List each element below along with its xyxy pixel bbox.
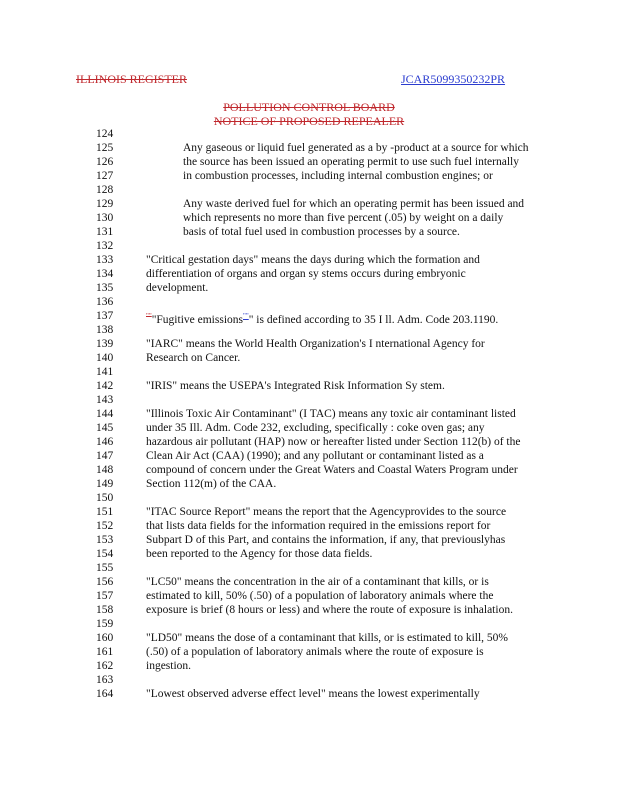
- line-number: 142: [96, 380, 114, 392]
- line-number: 149: [96, 478, 114, 490]
- line-number: 152: [96, 520, 114, 532]
- line-number: 150: [96, 492, 114, 504]
- text-line: "Lowest observed adverse effect level" means the lowest experimentally: [146, 688, 480, 700]
- line-number: 160: [96, 632, 114, 644]
- line-number: 135: [96, 282, 114, 294]
- line-number: 146: [96, 436, 114, 448]
- text-line: basis of total fuel used in combustion processes by a source.: [183, 226, 460, 238]
- line-number: 128: [96, 184, 114, 196]
- line-number: 143: [96, 394, 114, 406]
- text-line: that lists data fields for the information required in the emissions report for: [146, 520, 491, 532]
- line-number: 145: [96, 422, 114, 434]
- line-number: 124: [96, 128, 114, 140]
- text-fragment: "Fugitive emissions: [151, 313, 243, 326]
- text-line: "IRIS" means the USEPA's Integrated Risk Information Sy stem.: [146, 380, 445, 392]
- line-number: 132: [96, 240, 114, 252]
- text-line: (.50) of a population of laboratory animals where the route of exposure is: [146, 646, 484, 658]
- text-line: "LD50" means the dose of a contaminant that kills, or is estimated to kill, 50%: [146, 632, 508, 644]
- text-line: under 35 Ill. Adm. Code 232, excluding, specifically : coke oven gas; any: [146, 422, 485, 434]
- line-number: 164: [96, 688, 114, 700]
- line-number: 161: [96, 646, 114, 658]
- line-number: 139: [96, 338, 114, 350]
- notice-title: NOTICE OF PROPOSED REPEALER: [213, 114, 405, 128]
- line-number: 126: [96, 156, 114, 168]
- text-line: estimated to kill, 50% (.50) of a population of laboratory animals where the: [146, 590, 494, 602]
- text-line: exposure is brief (8 hours or less) and where the route of exposure is inhalation.: [146, 604, 513, 616]
- text-line: hazardous air pollutant (HAP) now or hereafter listed under Section 112(b) of the: [146, 436, 521, 448]
- text-line: "LC50" means the concentration in the air of a contaminant that kills, or is: [146, 576, 489, 588]
- line-number: 140: [96, 352, 114, 364]
- line-number: 151: [96, 506, 114, 518]
- line-number: 157: [96, 590, 114, 602]
- text-line: "Critical gestation days" means the days during which the formation and: [146, 254, 480, 266]
- line-number: 163: [96, 674, 114, 686]
- line-number: 156: [96, 576, 114, 588]
- text-line: "ITAC Source Report" means the report that the Agencyprovides to the source: [146, 506, 507, 518]
- line-number: 159: [96, 618, 114, 630]
- line-number: 127: [96, 170, 114, 182]
- line-number: 141: [96, 366, 114, 378]
- text-line: compound of concern under the Great Waters and Coastal Waters Program under: [146, 464, 518, 476]
- text-line: ingestion.: [146, 660, 192, 672]
- line-number: 153: [96, 534, 114, 546]
- text-line: "Illinois Toxic Air Contaminant" (I TAC) means any toxic air contaminant listed: [146, 408, 516, 420]
- line-number: 125: [96, 142, 114, 154]
- register-header-right: JCAR5099350232PR: [401, 72, 506, 86]
- line-number: 136: [96, 296, 114, 308]
- line-number: 129: [96, 198, 114, 210]
- line-number: 158: [96, 604, 114, 616]
- text-line: Any gaseous or liquid fuel generated as a by -product at a source for which: [183, 142, 529, 154]
- text-line: the source has been issued an operating permit to use such fuel internally: [183, 156, 519, 168]
- text-line: development.: [146, 282, 209, 294]
- line-number: 138: [96, 324, 114, 336]
- text-line-fugitive: [146, 310, 498, 327]
- line-number: 137: [96, 310, 114, 322]
- text-line: Section 112(m) of the CAA.: [146, 478, 277, 490]
- text-line: Research on Cancer.: [146, 352, 241, 364]
- text-line: Subpart D of this Part, and contains the information, if any, that previouslyhas: [146, 534, 506, 546]
- line-number: 162: [96, 660, 114, 672]
- line-number: 131: [96, 226, 114, 238]
- text-fragment: " is defined according to 35 I ll. Adm. Code 203.1190.: [248, 313, 499, 326]
- text-line: differentiation of organs and organ sy stems occurs during embryonic: [146, 268, 466, 280]
- line-number: 130: [96, 212, 114, 224]
- register-header-left: ILLINOIS REGISTER: [76, 72, 187, 86]
- deletion-mark: "": [146, 312, 152, 320]
- line-number: 133: [96, 254, 114, 266]
- line-number: 155: [96, 562, 114, 574]
- line-number: 147: [96, 450, 114, 462]
- text-line: Clean Air Act (CAA) (1990); and any pollutant or contaminant listed as a: [146, 450, 484, 462]
- board-title: POLLUTION CONTROL BOARD: [223, 100, 395, 114]
- text-line: "IARC" means the World Health Organization's I nternational Agency for: [146, 338, 485, 350]
- line-number: 144: [96, 408, 114, 420]
- line-number: 134: [96, 268, 114, 280]
- line-number: 154: [96, 548, 114, 560]
- insertion-mark: "": [243, 312, 249, 320]
- text-line: in combustion processes, including internal combustion engines; or: [183, 170, 493, 182]
- text-line: been reported to the Agency for those data fields.: [146, 548, 373, 560]
- text-line: which represents no more than five percent (.05) by weight on a daily: [183, 212, 504, 224]
- line-number: 148: [96, 464, 114, 476]
- text-line: Any waste derived fuel for which an operating permit has been issued and: [183, 198, 525, 210]
